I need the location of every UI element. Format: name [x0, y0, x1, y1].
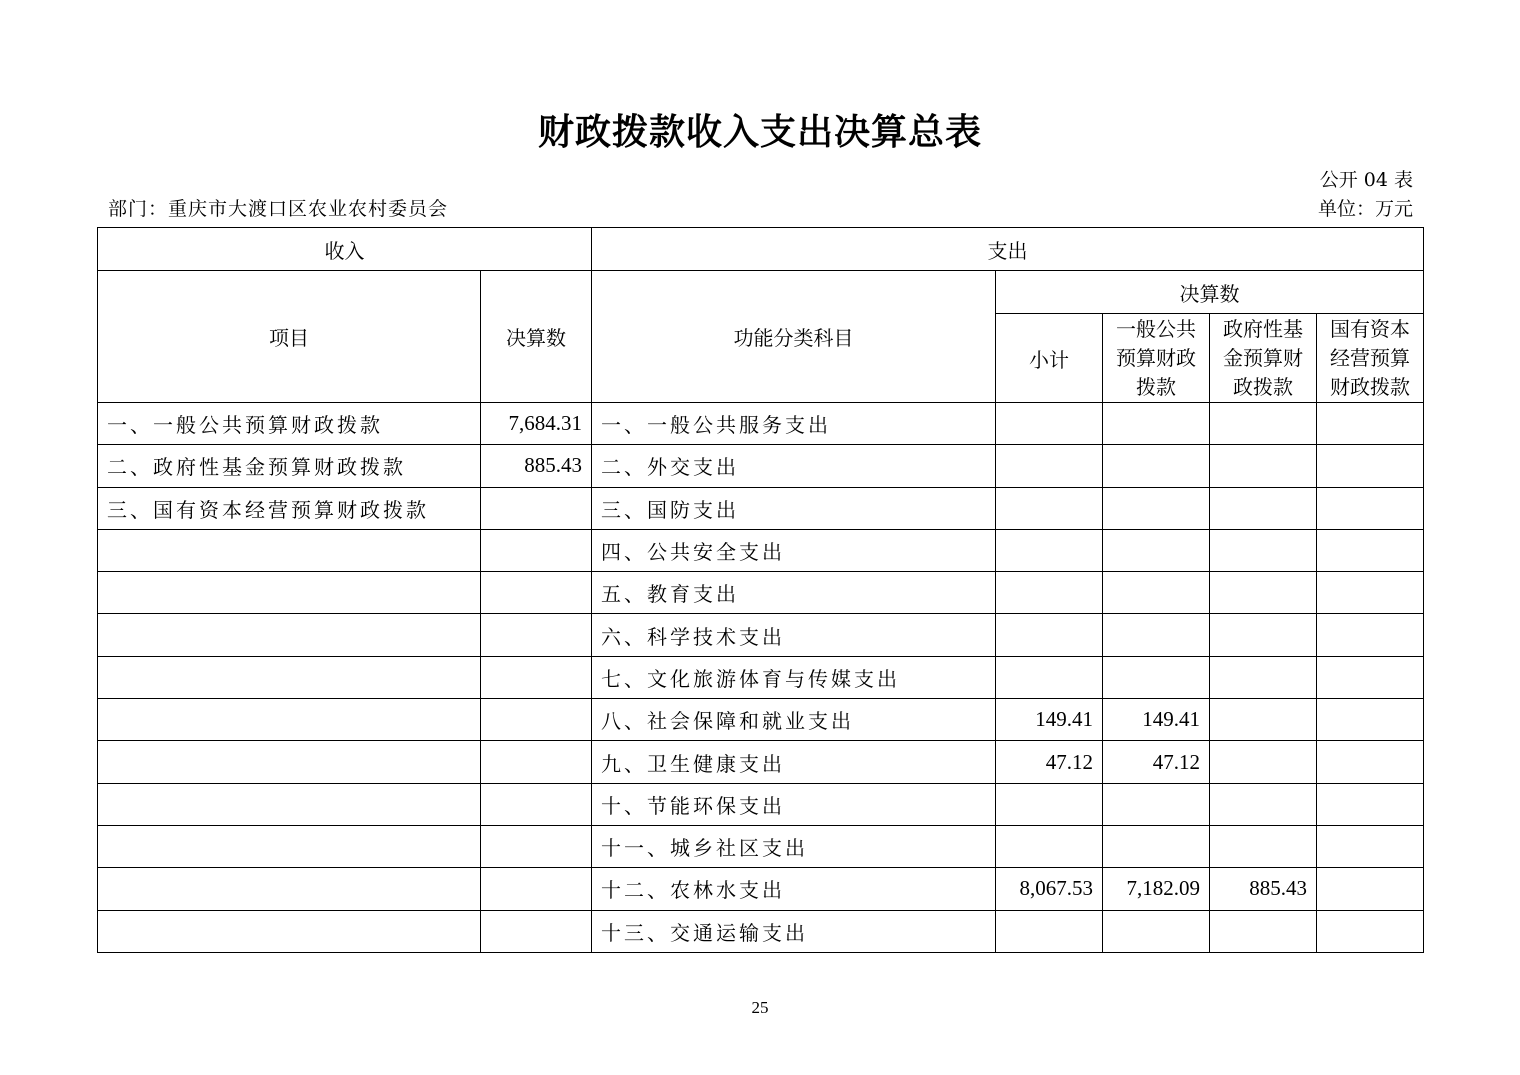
- income-item-cell: 二、政府性基金预算财政拨款: [98, 445, 481, 487]
- gov-fund-cell: [1210, 614, 1317, 656]
- income-header: 收入: [98, 228, 592, 271]
- general-budget-cell: 7,182.09: [1103, 868, 1210, 910]
- subtotal-cell: [996, 825, 1103, 867]
- expense-item-cell: 六、科学技术支出: [592, 614, 996, 656]
- state-capital-cell: [1317, 656, 1424, 698]
- general-budget-cell: 149.41: [1103, 699, 1210, 741]
- gov-fund-cell: [1210, 783, 1317, 825]
- income-amount-cell: [481, 741, 592, 783]
- expense-item-cell: 十二、农林水支出: [592, 868, 996, 910]
- state-capital-cell: [1317, 868, 1424, 910]
- expense-item-cell: 五、教育支出: [592, 572, 996, 614]
- state-capital-cell: [1317, 614, 1424, 656]
- general-budget-cell: [1103, 445, 1210, 487]
- income-amount-cell: [481, 572, 592, 614]
- income-amount-cell: [481, 868, 592, 910]
- gov-fund-cell: [1210, 910, 1317, 952]
- expense-item-cell: 九、卫生健康支出: [592, 741, 996, 783]
- income-amount-cell: 885.43: [481, 445, 592, 487]
- gov-fund-cell: [1210, 572, 1317, 614]
- income-amount-cell: [481, 699, 592, 741]
- gov-fund-cell: [1210, 699, 1317, 741]
- income-amount-cell: [481, 656, 592, 698]
- state-capital-cell: [1317, 487, 1424, 529]
- income-item-cell: 一、一般公共预算财政拨款: [98, 403, 481, 445]
- subtotal-cell: 149.41: [996, 699, 1103, 741]
- gov-fund-cell: [1210, 403, 1317, 445]
- income-item-cell: 三、国有资本经营预算财政拨款: [98, 487, 481, 529]
- table-row: [98, 825, 1424, 867]
- expense-item-cell: 四、公共安全支出: [592, 529, 996, 571]
- subtotal-cell: [996, 572, 1103, 614]
- income-amount-cell: [481, 487, 592, 529]
- expense-item-cell: 一、一般公共服务支出: [592, 403, 996, 445]
- table-row: [98, 487, 1424, 529]
- expense-item-cell: 十一、城乡社区支出: [592, 825, 996, 867]
- subtotal-cell: [996, 656, 1103, 698]
- table-row: [98, 741, 1424, 783]
- income-item-cell: [98, 741, 481, 783]
- table-row: [98, 910, 1424, 952]
- general-budget-cell: 47.12: [1103, 741, 1210, 783]
- expense-item-cell: 十三、交通运输支出: [592, 910, 996, 952]
- table-row: [98, 699, 1424, 741]
- expense-header: 支出: [592, 228, 1424, 271]
- general-budget-cell: [1103, 910, 1210, 952]
- income-amount-cell: 7,684.31: [481, 403, 592, 445]
- gov-fund-cell: [1210, 825, 1317, 867]
- general-budget-cell: [1103, 656, 1210, 698]
- table-row: [98, 868, 1424, 910]
- general-budget-header: 一般公共预算财政拨款: [1103, 314, 1210, 403]
- general-budget-cell: [1103, 487, 1210, 529]
- form-number: 公开 04 表: [1319, 169, 1413, 191]
- state-capital-cell: [1317, 572, 1424, 614]
- subtotal-cell: [996, 529, 1103, 571]
- subtotal-cell: 8,067.53: [996, 868, 1103, 910]
- income-amount-cell: [481, 783, 592, 825]
- gov-fund-cell: 885.43: [1210, 868, 1317, 910]
- function-category-header: 功能分类科目: [592, 271, 996, 403]
- subtotal-cell: [996, 783, 1103, 825]
- table-row: [98, 614, 1424, 656]
- expense-item-cell: 三、国防支出: [592, 487, 996, 529]
- income-amount-cell: [481, 529, 592, 571]
- income-item-cell: [98, 783, 481, 825]
- unit-label: 单位：万元: [1317, 198, 1413, 220]
- general-budget-cell: [1103, 572, 1210, 614]
- table-row: [98, 572, 1424, 614]
- table-row: [98, 656, 1424, 698]
- income-item-cell: [98, 529, 481, 571]
- income-item-cell: [98, 699, 481, 741]
- state-capital-cell: [1317, 910, 1424, 952]
- gov-fund-cell: [1210, 487, 1317, 529]
- gov-fund-cell: [1210, 529, 1317, 571]
- expense-item-cell: 十、节能环保支出: [592, 783, 996, 825]
- state-capital-header: 国有资本经营预算财政拨款: [1317, 314, 1424, 403]
- income-item-cell: [98, 656, 481, 698]
- gov-fund-cell: [1210, 445, 1317, 487]
- general-budget-cell: [1103, 825, 1210, 867]
- subtotal-cell: [996, 445, 1103, 487]
- income-item-cell: [98, 614, 481, 656]
- state-capital-cell: [1317, 783, 1424, 825]
- table-row: [98, 529, 1424, 571]
- gov-fund-cell: [1210, 741, 1317, 783]
- income-item-cell: [98, 868, 481, 910]
- state-capital-cell: [1317, 529, 1424, 571]
- subtotal-cell: [996, 487, 1103, 529]
- subtotal-cell: [996, 910, 1103, 952]
- page-title: 财政拨款收入支出决算总表: [537, 112, 982, 153]
- gov-fund-header: 政府性基金预算财政拨款: [1210, 314, 1317, 403]
- item-header: 项目: [98, 271, 481, 403]
- subtotal-header: 小计: [996, 314, 1103, 403]
- expense-item-cell: 七、文化旅游体育与传媒支出: [592, 656, 996, 698]
- income-amount-cell: [481, 910, 592, 952]
- subtotal-cell: [996, 614, 1103, 656]
- general-budget-cell: [1103, 403, 1210, 445]
- state-capital-cell: [1317, 825, 1424, 867]
- general-budget-cell: [1103, 529, 1210, 571]
- state-capital-cell: [1317, 403, 1424, 445]
- income-item-cell: [98, 572, 481, 614]
- general-budget-cell: [1103, 783, 1210, 825]
- income-amount-cell: [481, 825, 592, 867]
- table-row: [98, 783, 1424, 825]
- department-label: 部门：重庆市大渡口区农业农村委员会: [108, 198, 449, 220]
- finance-table: [97, 227, 1424, 953]
- income-amount-cell: [481, 614, 592, 656]
- income-item-cell: [98, 825, 481, 867]
- state-capital-cell: [1317, 445, 1424, 487]
- subtotal-cell: [996, 403, 1103, 445]
- income-item-cell: [98, 910, 481, 952]
- page-number: 25: [751, 998, 769, 1017]
- expense-item-cell: 八、社会保障和就业支出: [592, 699, 996, 741]
- general-budget-cell: [1103, 614, 1210, 656]
- final-amount-group-header: 决算数: [996, 271, 1424, 314]
- table-row: [98, 403, 1424, 445]
- expense-item-cell: 二、外交支出: [592, 445, 996, 487]
- state-capital-cell: [1317, 699, 1424, 741]
- subtotal-cell: 47.12: [996, 741, 1103, 783]
- table-row: [98, 445, 1424, 487]
- final-amount-header: 决算数: [481, 271, 592, 403]
- gov-fund-cell: [1210, 656, 1317, 698]
- state-capital-cell: [1317, 741, 1424, 783]
